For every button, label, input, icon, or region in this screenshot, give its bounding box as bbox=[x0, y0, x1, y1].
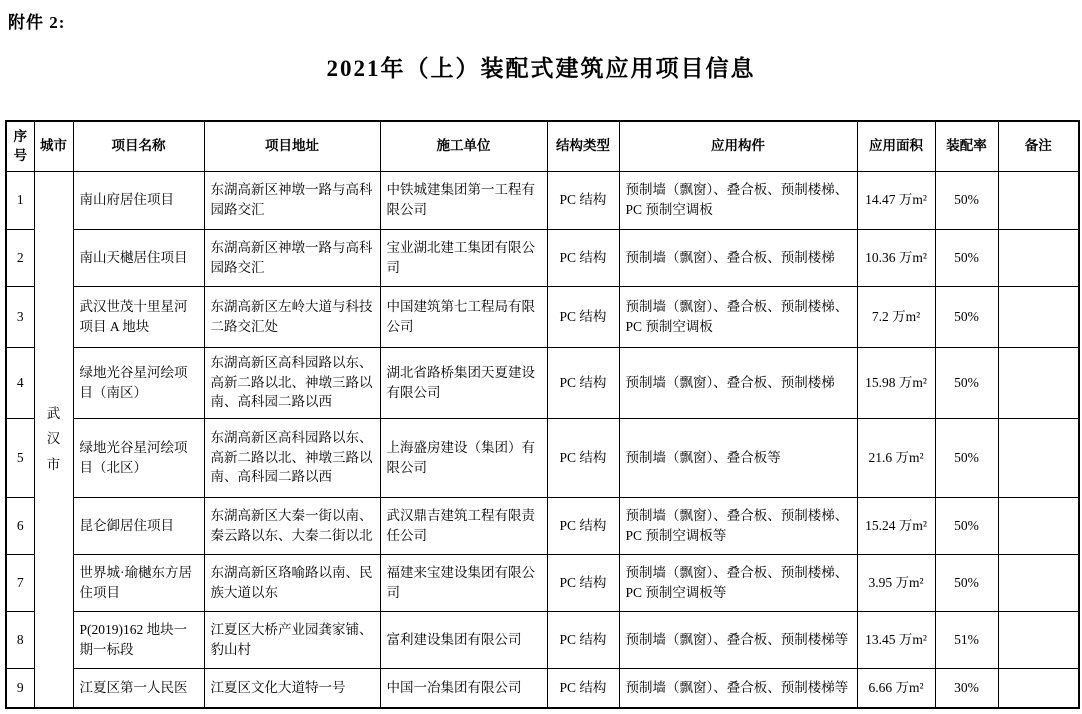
cell-builder: 武汉鼎吉建筑工程有限责任公司 bbox=[380, 497, 547, 554]
cell-structure-type: PC 结构 bbox=[547, 418, 619, 497]
header-builder: 施工单位 bbox=[380, 121, 547, 171]
cell-applied-area: 21.6 万m² bbox=[857, 418, 935, 497]
cell-project-address: 江夏区文化大道特一号 bbox=[204, 668, 380, 708]
cell-project-name: 昆仑御居住项目 bbox=[73, 497, 204, 554]
cell-project-name: P(2019)162 地块一期一标段 bbox=[73, 611, 204, 668]
cell-project-address: 东湖高新区高科园路以东、高新二路以北、神墩三路以南、高科园二路以西 bbox=[204, 347, 380, 418]
header-project-address: 项目地址 bbox=[204, 121, 380, 171]
cell-structure-type: PC 结构 bbox=[547, 286, 619, 347]
cell-structure-type: PC 结构 bbox=[547, 668, 619, 708]
cell-remarks bbox=[998, 611, 1079, 668]
cell-structure-type: PC 结构 bbox=[547, 611, 619, 668]
cell-project-name: 南山天樾居住项目 bbox=[73, 229, 204, 286]
cell-assembly-rate: 50% bbox=[935, 171, 998, 229]
page-title: 2021年（上）装配式建筑应用项目信息 bbox=[326, 56, 756, 81]
cell-project-address: 江夏区大桥产业园龚家铺、豹山村 bbox=[204, 611, 380, 668]
cell-seq: 5 bbox=[6, 418, 34, 497]
cell-city bbox=[34, 171, 73, 708]
cell-project-name: 江夏区第一人民医 bbox=[73, 668, 204, 708]
cell-applied-area: 10.36 万m² bbox=[857, 229, 935, 286]
cell-remarks bbox=[998, 286, 1079, 347]
cell-applied-area: 15.98 万m² bbox=[857, 347, 935, 418]
cell-remarks bbox=[998, 347, 1079, 418]
cell-project-name: 绿地光谷星河绘项目（南区） bbox=[73, 347, 204, 418]
cell-assembly-rate: 50% bbox=[935, 229, 998, 286]
attachment-label: 附件 2: bbox=[8, 13, 66, 32]
header-structure-type: 结构类型 bbox=[547, 121, 619, 171]
cell-assembly-rate: 50% bbox=[935, 286, 998, 347]
cell-seq: 6 bbox=[6, 497, 34, 554]
cell-builder: 上海盛房建设（集团）有限公司 bbox=[380, 418, 547, 497]
cell-applied-area: 14.47 万m² bbox=[857, 171, 935, 229]
header-project-name: 项目名称 bbox=[73, 121, 204, 171]
cell-remarks bbox=[998, 668, 1079, 708]
city-vertical-text: 武汉市 bbox=[46, 405, 61, 473]
cell-project-name: 南山府居住项目 bbox=[73, 171, 204, 229]
cell-assembly-rate: 50% bbox=[935, 554, 998, 611]
cell-builder: 宝业湖北建工集团有限公司 bbox=[380, 229, 547, 286]
cell-assembly-rate: 50% bbox=[935, 418, 998, 497]
header-city: 城市 bbox=[34, 121, 73, 171]
table-row bbox=[6, 347, 1079, 418]
cell-structure-type: PC 结构 bbox=[547, 554, 619, 611]
cell-project-address: 东湖高新区神墩一路与高科园路交汇 bbox=[204, 229, 380, 286]
projects-table bbox=[5, 120, 1080, 709]
cell-components: 预制墙（飘窗）、叠合板、预制楼梯、PC 预制空调板 bbox=[619, 286, 857, 347]
cell-project-name: 绿地光谷星河绘项目（北区） bbox=[73, 418, 204, 497]
cell-seq: 4 bbox=[6, 347, 34, 418]
cell-components: 预制墙（飘窗）、叠合板、预制楼梯等 bbox=[619, 611, 857, 668]
cell-seq: 9 bbox=[6, 668, 34, 708]
cell-structure-type: PC 结构 bbox=[547, 347, 619, 418]
cell-builder: 福建来宝建设集团有限公司 bbox=[380, 554, 547, 611]
cell-builder: 中铁城建集团第一工程有限公司 bbox=[380, 171, 547, 229]
cell-remarks bbox=[998, 554, 1079, 611]
cell-builder: 中国一冶集团有限公司 bbox=[380, 668, 547, 708]
cell-project-address: 东湖高新区大秦一街以南、秦云路以东、大秦二街以北 bbox=[204, 497, 380, 554]
cell-remarks bbox=[998, 171, 1079, 229]
header-assembly-rate: 装配率 bbox=[935, 121, 998, 171]
cell-builder: 中国建筑第七工程局有限公司 bbox=[380, 286, 547, 347]
cell-components: 预制墙（飘窗）、叠合板、预制楼梯、PC 预制空调板等 bbox=[619, 554, 857, 611]
cell-components: 预制墙（飘窗）、叠合板、预制楼梯、PC 预制空调板等 bbox=[619, 497, 857, 554]
header-seq: 序号 bbox=[6, 121, 34, 171]
table-row bbox=[6, 229, 1079, 286]
table-row bbox=[6, 668, 1079, 708]
cell-remarks bbox=[998, 229, 1079, 286]
cell-applied-area: 13.45 万m² bbox=[857, 611, 935, 668]
cell-applied-area: 3.95 万m² bbox=[857, 554, 935, 611]
cell-seq: 8 bbox=[6, 611, 34, 668]
table-row bbox=[6, 171, 1079, 229]
cell-builder: 湖北省路桥集团天夏建设有限公司 bbox=[380, 347, 547, 418]
cell-assembly-rate: 30% bbox=[935, 668, 998, 708]
cell-components: 预制墙（飘窗）、叠合板、预制楼梯 bbox=[619, 229, 857, 286]
cell-components: 预制墙（飘窗）、叠合板、预制楼梯、PC 预制空调板 bbox=[619, 171, 857, 229]
cell-components: 预制墙（飘窗）、叠合板、预制楼梯等 bbox=[619, 668, 857, 708]
table-row bbox=[6, 418, 1079, 497]
cell-seq: 7 bbox=[6, 554, 34, 611]
table-row bbox=[6, 497, 1079, 554]
cell-project-address: 东湖高新区珞喻路以南、民族大道以东 bbox=[204, 554, 380, 611]
cell-project-address: 东湖高新区神墩一路与高科园路交汇 bbox=[204, 171, 380, 229]
cell-applied-area: 7.2 万m² bbox=[857, 286, 935, 347]
header-applied-area: 应用面积 bbox=[857, 121, 935, 171]
header-remarks: 备注 bbox=[998, 121, 1079, 171]
header-components: 应用构件 bbox=[619, 121, 857, 171]
table-row bbox=[6, 611, 1079, 668]
table-header-row bbox=[6, 121, 1079, 171]
cell-remarks bbox=[998, 418, 1079, 497]
cell-structure-type: PC 结构 bbox=[547, 171, 619, 229]
cell-project-address: 东湖高新区高科园路以东、高新二路以北、神墩三路以南、高科园二路以西 bbox=[204, 418, 380, 497]
cell-seq: 2 bbox=[6, 229, 34, 286]
cell-remarks bbox=[998, 497, 1079, 554]
table-row bbox=[6, 286, 1079, 347]
cell-project-name: 世界城·瑜樾东方居住项目 bbox=[73, 554, 204, 611]
cell-structure-type: PC 结构 bbox=[547, 497, 619, 554]
cell-assembly-rate: 50% bbox=[935, 497, 998, 554]
cell-seq: 3 bbox=[6, 286, 34, 347]
cell-project-name: 武汉世茂十里星河项目 A 地块 bbox=[73, 286, 204, 347]
table-row bbox=[6, 554, 1079, 611]
cell-applied-area: 6.66 万m² bbox=[857, 668, 935, 708]
cell-assembly-rate: 50% bbox=[935, 347, 998, 418]
cell-structure-type: PC 结构 bbox=[547, 229, 619, 286]
cell-applied-area: 15.24 万m² bbox=[857, 497, 935, 554]
cell-components: 预制墙（飘窗）、叠合板等 bbox=[619, 418, 857, 497]
cell-assembly-rate: 51% bbox=[935, 611, 998, 668]
cell-seq: 1 bbox=[6, 171, 34, 229]
cell-project-address: 东湖高新区左岭大道与科技二路交汇处 bbox=[204, 286, 380, 347]
cell-builder: 富利建设集团有限公司 bbox=[380, 611, 547, 668]
cell-components: 预制墙（飘窗）、叠合板、预制楼梯 bbox=[619, 347, 857, 418]
